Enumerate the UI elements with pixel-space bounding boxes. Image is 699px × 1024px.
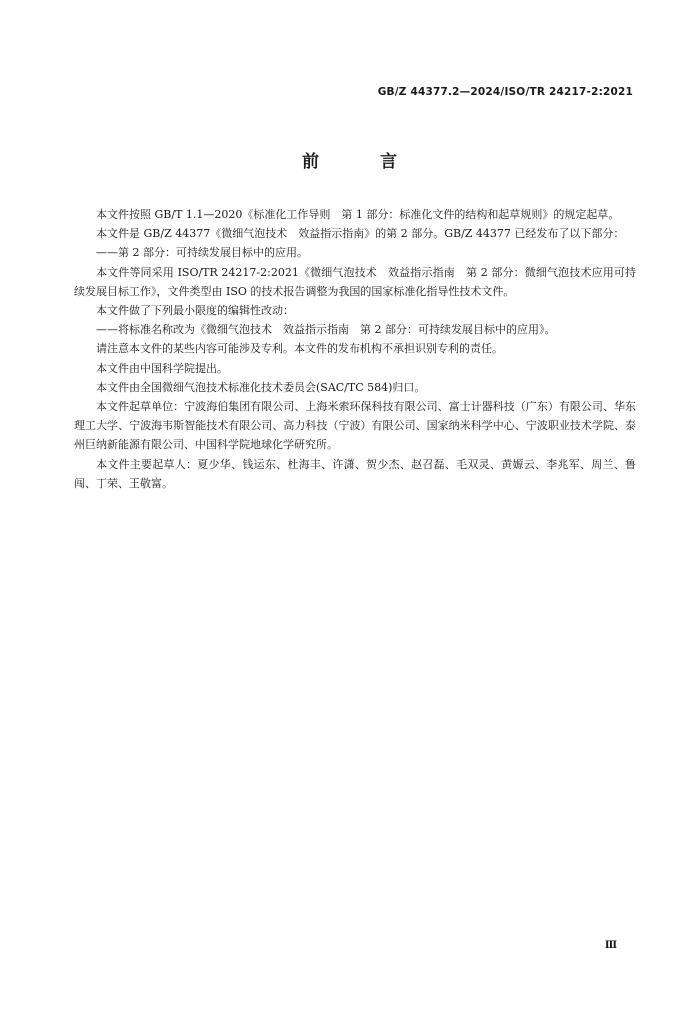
- paragraph-drafting-rules: 本文件按照 GB/T 1.1—2020《标准化工作导则 第 1 部分：标准化文件的结构和起草规则》的规定起草。: [96, 208, 620, 221]
- page-title: 前 言: [302, 152, 419, 172]
- page-number: Ⅲ: [604, 940, 617, 951]
- paragraph-patent-notice: 请注意本文件的某些内容可能涉及专利。本文件的发布机构不承担识别专利的责任。: [96, 342, 503, 356]
- paragraph-editorial-changes: 本文件做了下列最小限度的编辑性改动：: [96, 304, 294, 318]
- paragraph-committee: 本文件由全国微细气泡技术标准化技术委员会(SAC/TC 584)归口。: [96, 380, 426, 394]
- standard-code-header: GB/Z 44377.2—2024/ISO/TR 24217-2:2021: [377, 86, 633, 98]
- paragraph-title-change: ——将标准名称改为《微细气泡技术 效益指示指南 第 2 部分：可持续发展目标中的应用》。: [96, 323, 556, 337]
- paragraph-series-part: 本文件是 GB/Z 44377《微细气泡技术 效益指示指南》的第 2 部分。GB/Z 44377 已经发布了以下部分：: [96, 227, 625, 241]
- foreword-body: [74, 205, 636, 493]
- paragraph-iso-adoption: 本文件等同采用 ISO/TR 24217-2:2021《微细气泡技术 效益指示指南 第 2 部分：微细气泡技术应用可持续发展目标工作》，文件类型由 ISO 的技术报告调整为我国的国家标准化指导性技术文件。: [74, 265, 636, 298]
- paragraph-published-part-2: ——第 2 部分：可持续发展目标中的应用。: [96, 246, 308, 260]
- paragraph-drafting-units: 本文件起草单位：宁波海伯集团有限公司、上海米索环保科技有限公司、富士计器科技（广东）有限公司、华东理工大学、宁波海韦斯智能技术有限公司、高力科技（宁波）有限公司、国家纳米科学中心、宁波职业技术学院、泰州巨纳新能源有限公司、中国科学院地球化学研究所。: [74, 400, 636, 452]
- paragraph-drafters: 本文件主要起草人：夏少华、钱运东、杜海丰、许潇、贺少杰、赵召磊、毛双灵、黄嫄云、李兆军、周兰、鲁闯、丁荣、王敬富。: [74, 457, 636, 490]
- paragraph-proposer: 本文件由中国科学院提出。: [96, 361, 228, 375]
